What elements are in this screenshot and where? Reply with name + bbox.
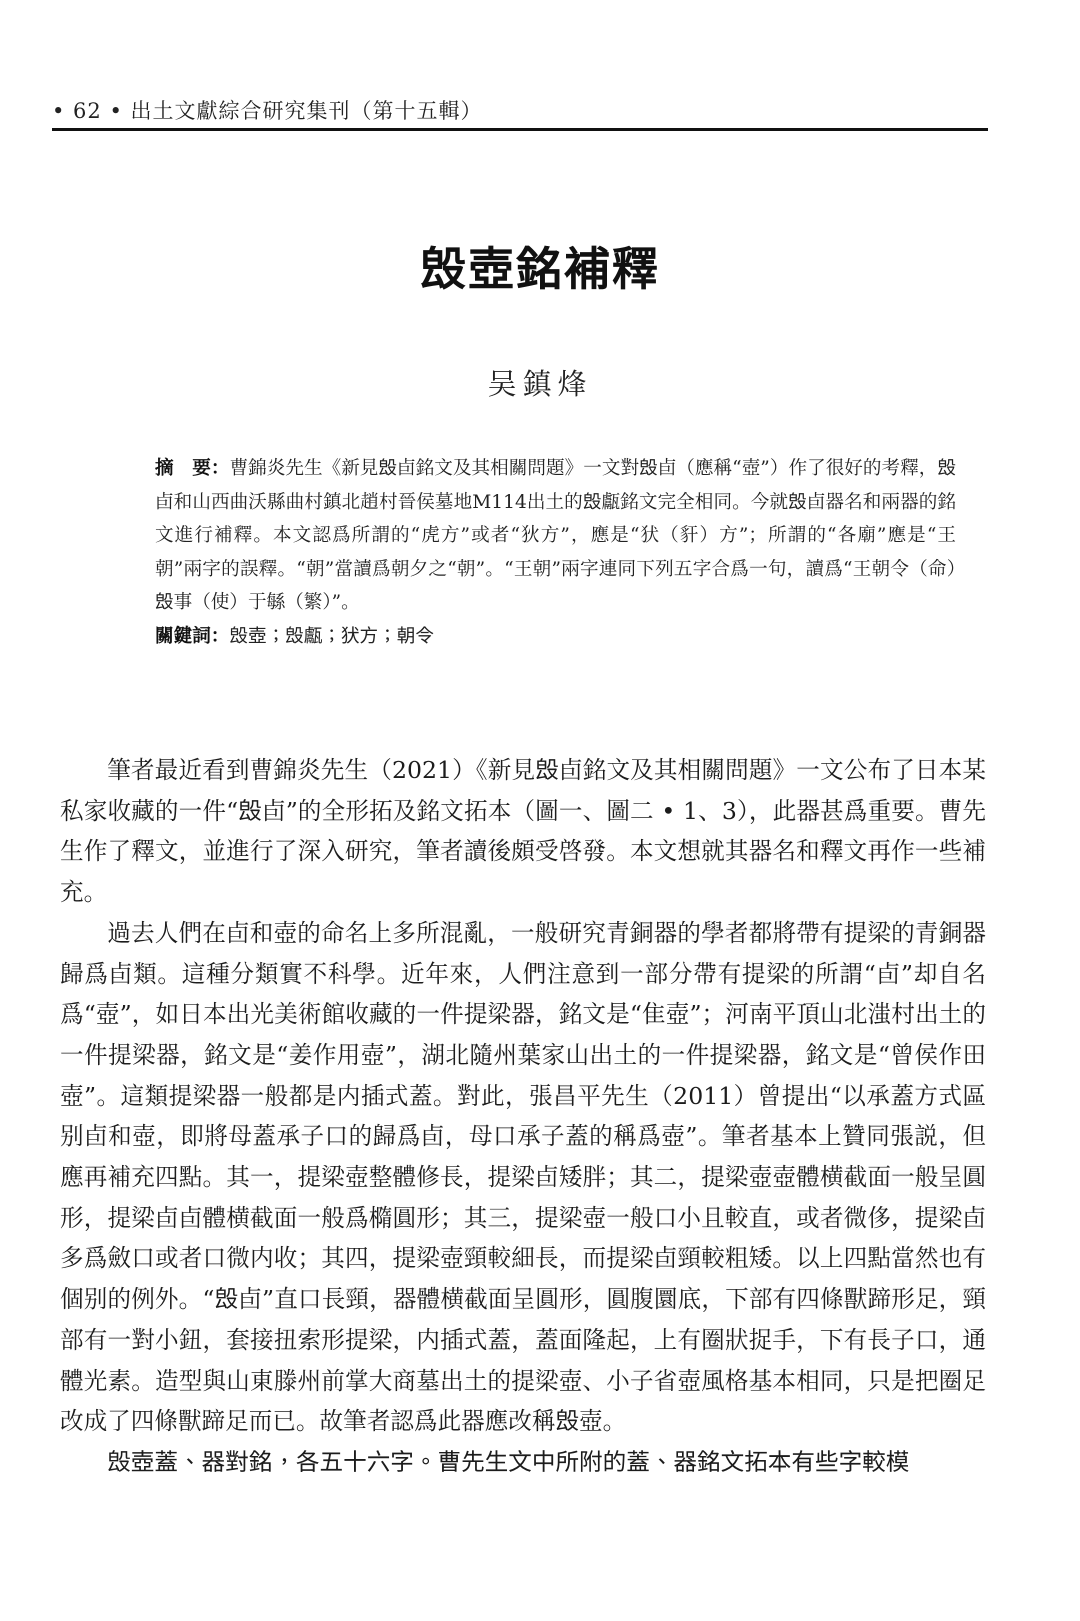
- keywords-label: 關鍵詞：: [155, 625, 230, 647]
- running-header: • 62 • 出土文獻綜合研究集刊（第十五輯）: [52, 99, 483, 123]
- body-paragraph-2: 過去人們在卣和壺的命名上多所混亂，一般研究青銅器的學者都將帶有提梁的青銅器歸爲卣類。這種分類實不科學。近年來，人們注意到一部分帶有提梁的所謂“卣”却自名爲“壺”，如日本出光美術館收藏的一件提梁器，銘文是“隹壺”；河南平頂山北滍村出土的一件提梁器，銘文是“姜作用壺”，湖北隨州葉家山出土的一件提梁器，銘文是“曾侯作田壺”。這類提梁器一般都是内插式蓋。對此，張昌平先生（2011）曾提出“以承蓋方式區别卣和壺，即將母蓋承子口的歸爲卣，母口承子蓋的稱爲壺”。筆者基本上贊同張説，但應再補充四點。其一，提梁壺整體修長，提梁卣矮胖；其二，提梁壺壺體横截面一般呈圓形，提梁卣卣體横截面一般爲橢圓形；其三，提梁壺一般口小且較直，或者微侈，提梁卣多爲斂口或者口微内收；其四，提梁壺頸較細長，而提梁卣頸較粗矮。以上四點當然也有個别的例外。“𣪕卣”直口長頸，器體横截面呈圓形，圓腹圜底，下部有四條獸蹄形足，頸部有一對小鈕，套接扭索形提梁，内插式蓋，蓋面隆起，上有圈狀捉手，下有長子口，通體光素。造型與山東滕州前掌大商墓出土的提梁壺、小子省壺風格基本相同，只是把圈足改成了四條獸蹄足而已。故筆者認爲此器應改稱𣪕壺。: [60, 918, 986, 1436]
- keywords-line: [114, 620, 956, 654]
- abstract-label: 摘 要：: [155, 458, 230, 479]
- body-paragraph-1: 筆者最近看到曹錦炎先生（2021）《新見𣪕卣銘文及其相關問題》一文公布了日本某私家收藏的一件“𣪕卣”的全形拓及銘文拓本（圖一、圖二 • 1、3），此器甚爲重要。曹先生作了釋文，並進行了深入研究，筆者讀後頗受啓發。本文想就其器名和釋文再作一些補充。: [60, 756, 986, 907]
- abstract-paragraph: [114, 452, 956, 620]
- article-body: [60, 750, 986, 1483]
- article-author: 吴鎮烽: [487, 367, 593, 401]
- abstract-text: 曹錦炎先生《新見𣪕卣銘文及其相關問題》一文對𣪕卣（應稱“壺”）作了很好的考釋，𣪕卣和山西曲沃縣曲村鎮北趙村晉侯墓地M114出土的𣪕甗銘文完全相同。今就𣪕卣器名和兩器的銘文進行補釋。本文認爲所謂的“虎方”或者“狄方”，應是“犾（豻）方”；所謂的“各廟”應是“王朝”兩字的誤釋。“朝”當讀爲朝夕之“朝”。“王朝”兩字連同下列五字合爲一句，讀爲“王朝令（命）𣪕事（使）于緐（繁）”。: [155, 458, 956, 613]
- header-rule: [52, 128, 988, 131]
- body-paragraph-3: 𣪕壺蓋、器對銘，各五十六字。曹先生文中所附的蓋、器銘文拓本有些字較模: [107, 1447, 910, 1476]
- article-title: 𣪕壺銘補釋: [420, 242, 660, 296]
- abstract-section: [114, 452, 956, 653]
- keywords-text: 𣪕壺；𣪕甗；犾方；朝令: [229, 625, 434, 647]
